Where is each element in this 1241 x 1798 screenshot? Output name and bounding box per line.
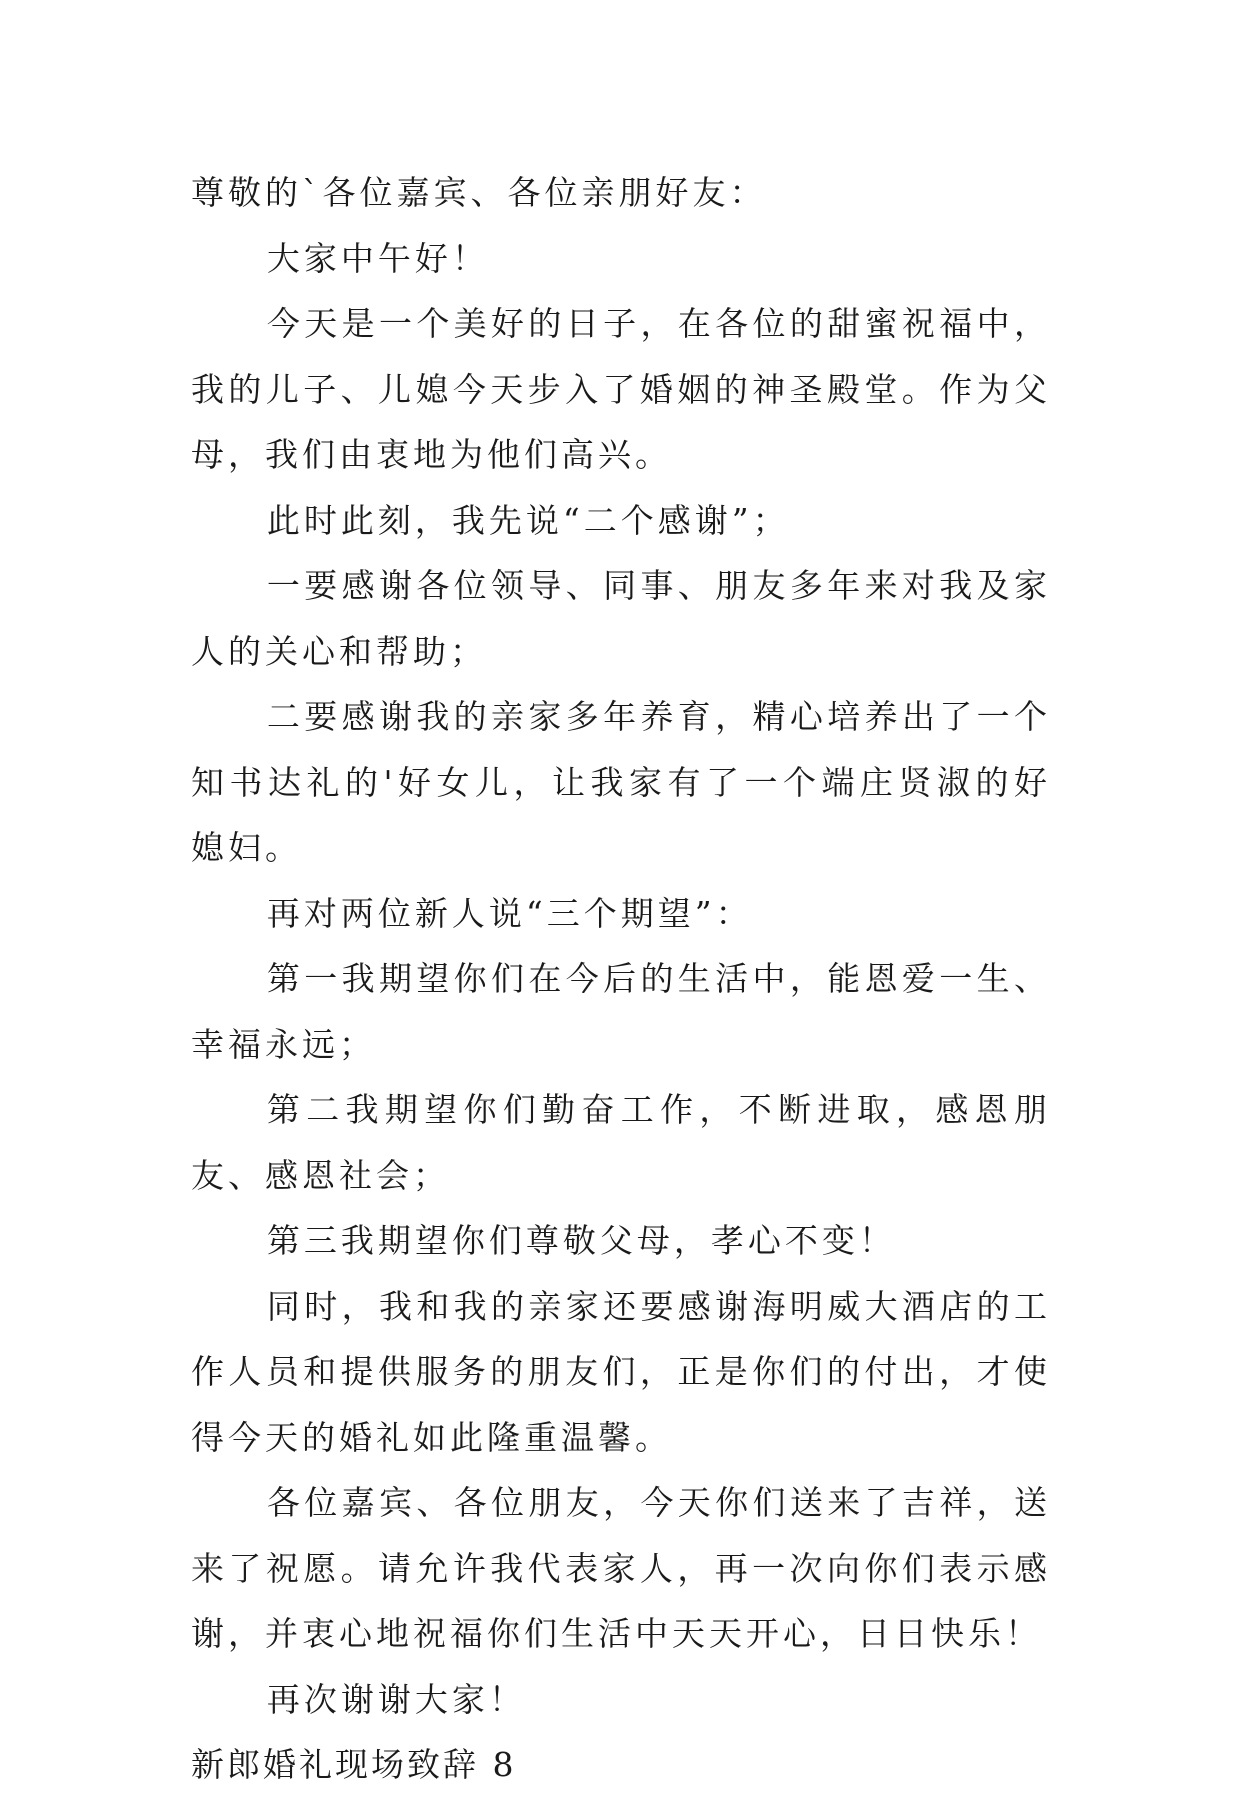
paragraph-greeting: 大家中午好！	[266, 238, 489, 278]
salutation: 尊敬的`各位嘉宾、各位亲朋好友：	[191, 173, 767, 212]
document-body	[191, 160, 1051, 1798]
paragraph-three-hopes: 再对两位新人说“三个期望”：	[266, 893, 753, 933]
next-section-heading: 新郎婚礼现场致辞 8	[191, 1745, 517, 1784]
paragraph-thanks-one: 一要感谢各位领导、同事、朋友多年来对我及家人的关心和帮助；	[191, 566, 1051, 671]
paragraph-two-thanks: 此时此刻，我先说“二个感谢”；	[266, 500, 790, 540]
paragraph-blessing: 各位嘉宾、各位朋友，今天你们送来了吉祥，送来了祝愿。请允许我代表家人，再一次向你们表示感谢，并衷心地祝福你们生活中天天开心，日日快乐！	[191, 1483, 1051, 1653]
paragraph-thanks-two: 二要感谢我的亲家多年养育，精心培养出了一个知书达礼的'好女儿，让我家有了一个端庄贤淑的好媳妇。	[191, 697, 1051, 867]
paragraph-opening: 今天是一个美好的日子，在各位的甜蜜祝福中，我的儿子、儿媳今天步入了婚姻的神圣殿堂。作为父母，我们由衷地为他们高兴。	[191, 304, 1051, 474]
paragraph-closing: 再次谢谢大家！	[266, 1679, 526, 1719]
paragraph-hope-three: 第三我期望你们尊敬父母，孝心不变！	[266, 1221, 896, 1260]
paragraph-hope-one: 第一我期望你们在今后的生活中，能恩爱一生、幸福永远；	[191, 959, 1051, 1064]
paragraph-hope-two: 第二我期望你们勤奋工作，不断进取，感恩朋友、感恩社会；	[191, 1090, 1051, 1195]
paragraph-hotel-thanks: 同时，我和我的亲家还要感谢海明威大酒店的工作人员和提供服务的朋友们，正是你们的付出，才使得今天的婚礼如此隆重温馨。	[191, 1286, 1051, 1457]
